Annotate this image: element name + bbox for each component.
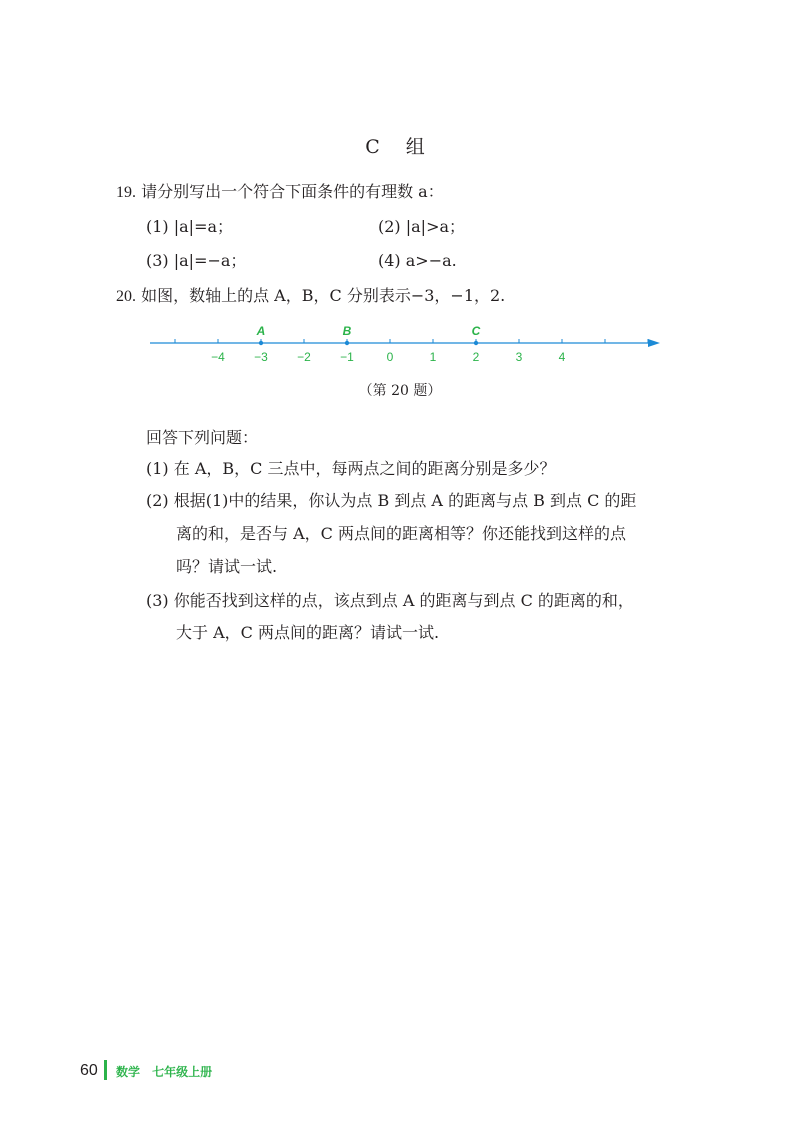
- tick-label: 0: [386, 350, 394, 364]
- question-number: 20.: [116, 288, 136, 305]
- q20-prompt: 回答下列问题：: [146, 428, 259, 447]
- question-20-stem: [116, 285, 505, 308]
- book-title: 数学 七年级上册: [116, 1065, 213, 1079]
- q19-item-3: (3) |a|=−a；: [146, 251, 247, 270]
- q20-sub-2-line-3: 吗？请试一试.: [176, 557, 278, 576]
- tick-label: 2: [472, 350, 480, 364]
- q20-sub-2-line-1: (2) 根据(1)中的结果，你认为点 B 到点 A 的距离与点 B 到点 C 的距: [146, 491, 637, 510]
- tick-label: 1: [429, 350, 437, 364]
- question-number: 19.: [116, 184, 136, 201]
- point-label-c: C: [471, 324, 481, 338]
- question-19-stem: [116, 181, 444, 204]
- tick-label: 4: [558, 350, 566, 364]
- footer-divider: [104, 1060, 107, 1080]
- q20-sub-2-line-2: 离的和，是否与 A，C 两点间的距离相等？你还能找到这样的点: [176, 524, 626, 543]
- number-line-figure: [140, 315, 670, 375]
- q19-item-2: (2) |a|>a；: [378, 217, 466, 236]
- q20-sub-3-line-2: 大于 A，C 两点间的距离？请试一试.: [176, 623, 440, 642]
- tick-label: −3: [254, 350, 268, 364]
- point-b: [345, 341, 349, 345]
- question-text: 请分别写出一个符合下面条件的有理数 a：: [141, 182, 444, 201]
- point-label-a: A: [256, 324, 266, 338]
- tick-label: −4: [211, 350, 225, 364]
- q19-item-1: (1) |a|=a；: [146, 217, 234, 236]
- q19-item-4: (4) a>−a.: [378, 251, 457, 270]
- q20-sub-1: (1) 在 A，B，C 三点中，每两点之间的距离分别是多少？: [146, 459, 556, 478]
- figure-caption: （第 20 题）: [358, 383, 442, 399]
- point-c: [474, 341, 478, 345]
- tick-label: −2: [297, 350, 311, 364]
- question-text: 如图，数轴上的点 A，B，C 分别表示−3，−1，2.: [141, 286, 506, 305]
- page-number: 60: [80, 1062, 98, 1079]
- tick-label: 3: [515, 350, 523, 364]
- axis-arrow: [648, 339, 660, 347]
- point-a: [259, 341, 263, 345]
- point-label-b: B: [342, 324, 352, 338]
- q20-sub-3-line-1: (3) 你能否找到这样的点，该点到点 A 的距离与到点 C 的距离的和，: [146, 591, 634, 610]
- section-title: C 组: [365, 136, 435, 158]
- tick-label: −1: [340, 350, 354, 364]
